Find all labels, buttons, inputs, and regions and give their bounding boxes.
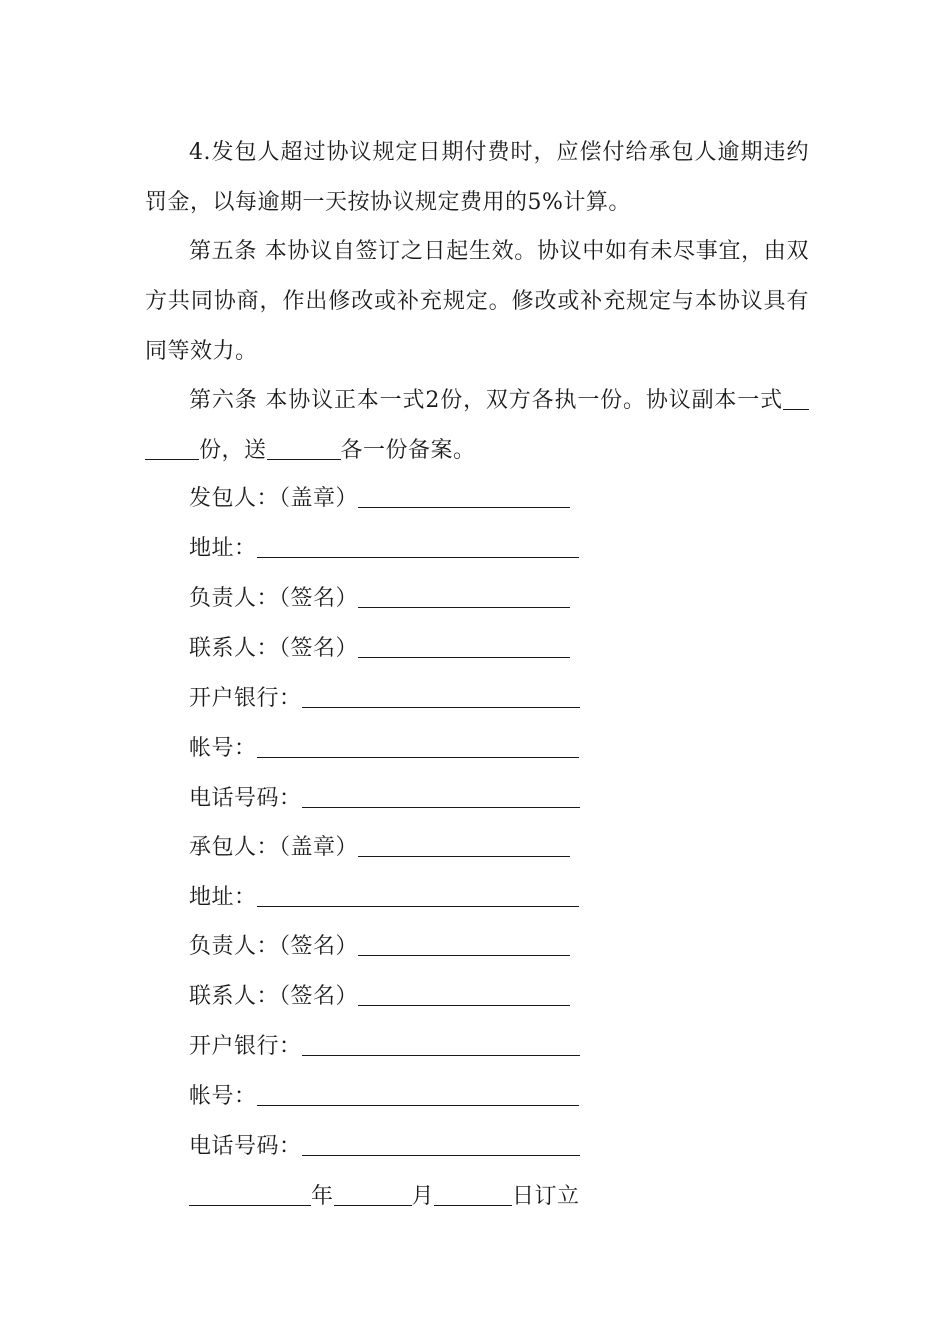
clause-6-text-a: 第六条 本协议正本一式2份，双方各执一份。协议副本一式 — [189, 388, 783, 413]
contractor-bank-label: 开户银行： — [189, 1034, 302, 1059]
contractor-contact-field[interactable] — [358, 985, 570, 1006]
clause-4-paragraph: 4.发包人超过协议规定日期付费时，应偿付给承包人逾期违约罚金，以每逾期一天按协议规定费用的5%计算。 — [145, 140, 809, 215]
clause-5-paragraph: 第五条 本协议自签订之日起生效。协议中如有未尽事宜，由双方共同协商，作出修改或补充规定。修改或补充规定与本协议具有同等效力。 — [145, 239, 809, 364]
employer-account-field[interactable] — [257, 737, 579, 758]
contractor-account-line — [189, 1082, 579, 1112]
contractor-bank-field[interactable] — [302, 1035, 580, 1056]
year-field[interactable] — [189, 1185, 311, 1206]
employer-party-label: 发包人：（盖章） — [189, 486, 359, 511]
employer-bank-field[interactable] — [302, 687, 580, 708]
copies-count-blank-cont[interactable] — [145, 439, 199, 460]
filing-recipient-blank[interactable] — [267, 439, 341, 460]
copies-count-blank[interactable] — [783, 389, 809, 410]
clause-6-text-c: 各一份备案。 — [340, 438, 476, 463]
contractor-address-field[interactable] — [257, 886, 579, 907]
employer-phone-line — [189, 784, 580, 814]
employer-principal-label: 负责人：（签名） — [189, 586, 359, 611]
employer-address-field[interactable] — [257, 537, 579, 558]
day-field[interactable] — [434, 1185, 512, 1206]
year-label: 年 — [311, 1184, 334, 1209]
employer-party-field[interactable] — [358, 487, 570, 508]
employer-contact-label: 联系人：（签名） — [189, 636, 359, 661]
contractor-account-field[interactable] — [257, 1085, 579, 1106]
contractor-contact-line — [189, 982, 570, 1012]
contractor-party-line — [189, 833, 570, 863]
employer-principal-line — [189, 584, 570, 614]
contractor-principal-label: 负责人：（签名） — [189, 934, 359, 959]
employer-account-line — [189, 734, 579, 764]
contractor-party-label: 承包人：（盖章） — [189, 835, 359, 860]
contractor-phone-label: 电话号码： — [189, 1134, 302, 1159]
employer-address-line — [189, 534, 579, 564]
employer-contact-field[interactable] — [358, 637, 570, 658]
day-signed-label: 日订立 — [512, 1184, 580, 1209]
employer-contact-line — [189, 634, 570, 664]
contractor-address-label: 地址： — [189, 885, 257, 910]
contractor-account-label: 帐号： — [189, 1084, 257, 1109]
employer-account-label: 帐号： — [189, 736, 257, 761]
month-field[interactable] — [334, 1185, 412, 1206]
employer-party-line — [189, 484, 570, 514]
contractor-phone-field[interactable] — [302, 1135, 580, 1156]
employer-phone-field[interactable] — [302, 787, 580, 808]
employer-bank-label: 开户银行： — [189, 686, 302, 711]
contractor-principal-field[interactable] — [358, 935, 570, 956]
clause-6-text-b: 份，送 — [199, 438, 267, 463]
employer-address-label: 地址： — [189, 536, 257, 561]
employer-bank-line — [189, 684, 580, 714]
employer-phone-label: 电话号码： — [189, 786, 302, 811]
contractor-address-line — [189, 883, 579, 913]
signing-date-line — [189, 1182, 580, 1212]
contractor-party-field[interactable] — [358, 836, 570, 857]
contractor-principal-line — [189, 932, 570, 962]
employer-principal-field[interactable] — [358, 587, 570, 608]
month-label: 月 — [411, 1184, 435, 1209]
contractor-bank-line — [189, 1032, 580, 1062]
contractor-phone-line — [189, 1132, 580, 1162]
clause-6-paragraph — [145, 376, 809, 476]
contractor-contact-label: 联系人：（签名） — [189, 984, 359, 1009]
